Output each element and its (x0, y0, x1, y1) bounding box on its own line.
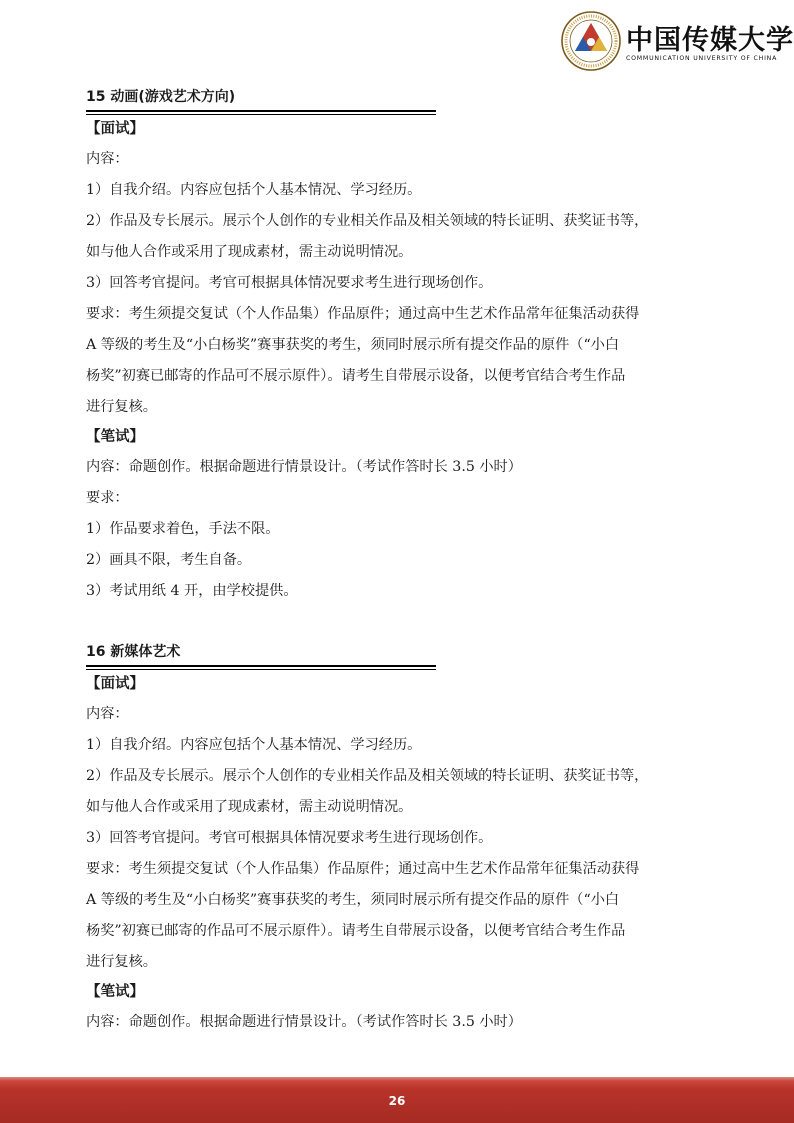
page-number: 26 (388, 1094, 406, 1108)
university-seal-icon (560, 10, 622, 72)
section-15 (86, 86, 716, 607)
interview-line: 进行复核。 (86, 399, 157, 415)
written-line: 1）作品要求着色，手法不限。 (86, 521, 280, 537)
interview-line: 2）作品及专长展示。展示个人创作的专业相关作品及相关领域的特长证明、获奖证书等， (86, 213, 649, 229)
interview-line: 1）自我介绍。内容应包括个人基本情况、学习经历。 (86, 182, 422, 198)
written-line: 2）画具不限，考生自备。 (86, 552, 252, 568)
written-line: 3）考试用纸 4 开，由学校提供。 (86, 583, 298, 599)
interview-line: 杨奖”初赛已邮寄的作品可不展示原件）。请考生自带展示设备，以便考官结合考生作品 (86, 923, 626, 939)
interview-line: A 等级的考生及“小白杨奖”赛事获奖的考生，须同时展示所有提交作品的原件（“小白 (86, 337, 620, 353)
interview-heading: 【面试】 (86, 121, 144, 137)
interview-line: 3）回答考官提问。考官可根据具体情况要求考生进行现场创作。 (86, 275, 493, 291)
interview-line: 3）回答考官提问。考官可根据具体情况要求考生进行现场创作。 (86, 830, 493, 846)
interview-line: 如与他人合作或采用了现成素材，需主动说明情况。 (86, 799, 413, 815)
interview-line: 杨奖”初赛已邮寄的作品可不展示原件）。请考生自带展示设备，以便考官结合考生作品 (86, 368, 626, 384)
section-16 (86, 641, 716, 1038)
written-exam-heading: 【笔试】 (86, 984, 144, 1000)
written-line: 内容：命题创作。根据命题进行情景设计。（考试作答时长 3.5 小时） (86, 459, 522, 475)
section-title: 15 动画(游戏艺术方向) (86, 89, 236, 105)
document-body (86, 86, 716, 1038)
interview-line: 如与他人合作或采用了现成素材，需主动说明情况。 (86, 244, 413, 260)
written-line: 内容：命题创作。根据命题进行情景设计。（考试作答时长 3.5 小时） (86, 1014, 522, 1030)
brand-name-english: COMMUNICATION UNIVERSITY OF CHINA (626, 55, 778, 62)
interview-line: 1）自我介绍。内容应包括个人基本情况、学习经历。 (86, 737, 422, 753)
written-exam-heading: 【笔试】 (86, 429, 144, 445)
interview-line: 进行复核。 (86, 954, 157, 970)
interview-line: A 等级的考生及“小白杨奖”赛事获奖的考生，须同时展示所有提交作品的原件（“小白 (86, 892, 620, 908)
interview-line: 要求：考生须提交复试（个人作品集）作品原件；通过高中生艺术作品常年征集活动获得 (86, 861, 640, 877)
interview-line: 内容： (86, 706, 129, 722)
interview-line: 内容： (86, 151, 129, 167)
interview-line: 2）作品及专长展示。展示个人创作的专业相关作品及相关领域的特长证明、获奖证书等， (86, 768, 649, 784)
section-title: 16 新媒体艺术 (86, 644, 181, 660)
interview-line: 要求：考生须提交复试（个人作品集）作品原件；通过高中生艺术作品常年征集活动获得 (86, 306, 640, 322)
brand-name-chinese: 中国传媒大学 (626, 25, 794, 56)
interview-heading: 【面试】 (86, 676, 144, 692)
university-logo (560, 8, 794, 70)
written-line: 要求： (86, 490, 129, 506)
